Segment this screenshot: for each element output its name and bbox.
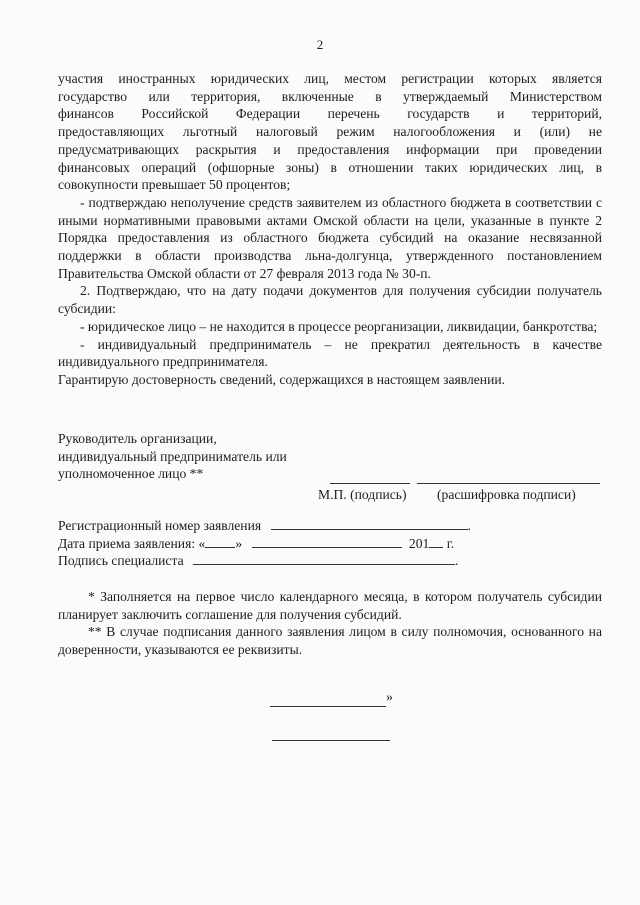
reg-number-row (58, 517, 508, 535)
paragraph-no-funds: - подтверждаю неполучение средств заявителем из областного бюджета в соответствии с иными нормативными правовыми актами Омской области на цели, указанные в пункте 2 Порядка предоставления из областного бюджета субсидий на оказание несвязанной поддержки в области производства льна-долгунца, утвержденного постановлением Правительства Омской области от 27 февраля 2013 года № 30-п. (58, 194, 602, 281)
body-line: предусматривающих раскрытия и предоставления информации при проведении (58, 141, 602, 157)
body-line: предоставляющих льготный налоговый режим налогообложения и (или) не (58, 124, 602, 140)
stamp-signature-caption: М.П. (подпись) (318, 487, 407, 502)
month-field[interactable] (252, 535, 402, 548)
closing-quote: » (386, 690, 393, 705)
paragraph-legal-entity: - юридическое лицо – не находится в процессе реорганизации, ликвидации, банкротства; (80, 318, 598, 334)
reg-number-field[interactable] (271, 517, 468, 530)
registration-block (58, 517, 508, 570)
paragraph-confirm: 2. Подтверждаю, что на дату подачи документов для получения субсидии получатель субсидии: (58, 283, 602, 317)
signatory-line: индивидуальный предприниматель или (58, 448, 287, 464)
body-line: финансов Российской Федерации перечень государств и территорий, (58, 106, 602, 122)
body-line: финансовых операций (офшорные зоны) в отношении таких юридических лиц, в (58, 159, 602, 175)
day-field[interactable] (205, 535, 235, 548)
body-line: совокупности превышает 50 процентов; (58, 177, 291, 193)
date-quote-close: » (235, 535, 243, 551)
closing-line-1 (270, 706, 386, 707)
footnotes (58, 588, 602, 659)
signatory-line: уполномоченное лицо ** (58, 466, 204, 482)
specialist-end: . (455, 553, 459, 569)
date-row (58, 535, 508, 553)
year-prefix: 201 (408, 535, 430, 551)
signatory-block (58, 430, 287, 483)
signatory-line: Руководитель организации, (58, 431, 217, 446)
document-body (58, 70, 602, 389)
reg-number-label: Регистрационный номер заявления (58, 518, 262, 533)
specialist-row (58, 552, 508, 570)
paragraph-guarantee: Гарантирую достоверность сведений, содержащихся в настоящем заявлении. (58, 371, 506, 387)
specialist-label: Подпись специалиста (58, 553, 184, 569)
signature-decode-field[interactable] (417, 483, 600, 484)
page-number: 2 (316, 37, 324, 52)
date-label: Дата приема заявления: « (58, 535, 206, 551)
signature-field[interactable] (330, 483, 410, 484)
closing-line-2 (272, 740, 390, 741)
year-field[interactable] (429, 535, 443, 548)
signature-decode-caption: (расшифровка подписи) (437, 487, 576, 502)
year-suffix: г. (443, 535, 455, 551)
specialist-signature-field[interactable] (193, 552, 455, 565)
paragraph-entrepreneur: - индивидуальный предприниматель – не прекратил деятельность в качестве индивидуального предпринимателя. (58, 336, 602, 370)
footnote-2: ** В случае подписания данного заявления лицом в силу полномочия, основанного на доверенности, указываются ее реквизиты. (58, 624, 602, 658)
body-line: участия иностранных юридических лиц, местом регистрации которых является (58, 71, 602, 86)
reg-number-end: . (467, 518, 471, 533)
footnote-1: * Заполняется на первое число календарного месяца, в котором получатель субсидии планирует заключить соглашение для получения субсидий. (58, 589, 602, 622)
body-line: государство или территория, включенные в утверждаемый Министерством (58, 88, 602, 104)
